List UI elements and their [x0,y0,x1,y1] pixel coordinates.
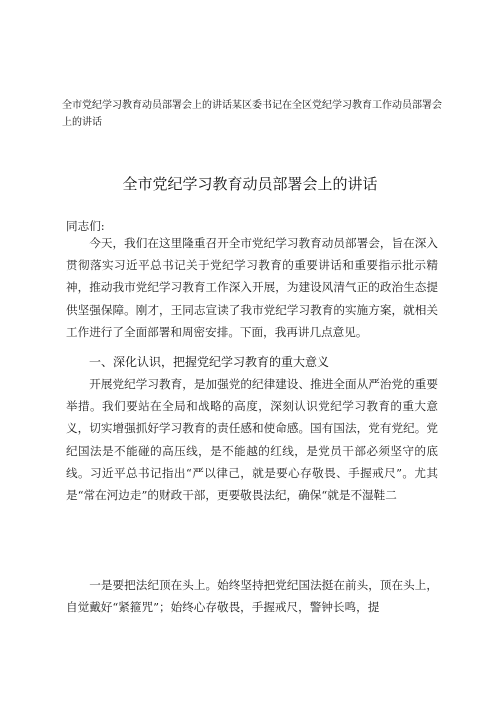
opening-paragraph: 今天，我们在这里隆重召开全市党纪学习教育动员部署会，旨在深入贯彻落实习近平总书记关于党纪学习教育的重要讲话和重要指示批示精神，推动我市党纪学习教育工作深入开展，为建设风清气正的政治生态提供坚强保障。刚才，王同志宣读了我市党纪学习教育的实施方案，就相关工作进行了全面部署和周密安排。下面，我再讲几点意见。 [66,236,438,339]
point-paragraph: 一是要把法纪顶在头上。始终坚持把党纪国法挺在前头，顶在头上，自觉戴好“紧箍咒”；始终心存敬畏，手握戒尺，警钟长鸣，提 [66,578,438,615]
section-heading: 一、深化认识，把握党纪学习教育的重大意义 [89,355,330,369]
salutation: 同志们: [66,219,105,233]
header-title: 全市党纪学习教育动员部署会上的讲话某区委书记在全区党纪学习教育工作动员部署会上的讲话 [62,100,442,128]
document-title: 全市党纪学习教育动员部署会上的讲话 [122,175,378,193]
section-paragraph: 开展党纪学习教育，是加强党的纪律建设、推进全面从严治党的重要举措。我们要站在全局和战略的高度，深刻认识党纪学习教育的重大意义，切实增强抓好学习教育的责任感和使命感。国有国法，党有党纪。党纪国法是不能碰的高压线，是不能越的红线，是党员干部必须坚守的底线。习近平总书记指出“严以律己，就是要心存敬畏、手握戒尺”。尤其是“常在河边走”的财政干部，更要敬畏法纪，确保“就是不湿鞋二 [66,377,438,503]
